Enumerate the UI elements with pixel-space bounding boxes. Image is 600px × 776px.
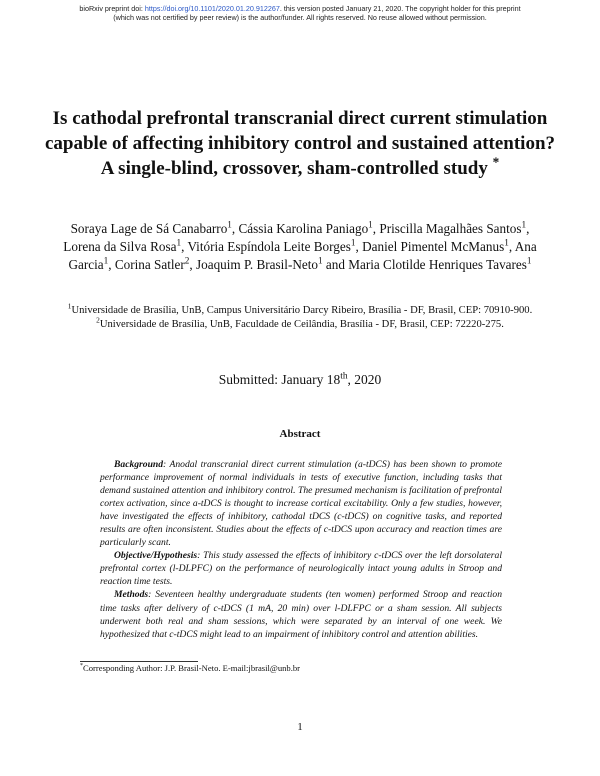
abstract-paragraph xyxy=(100,458,502,549)
affiliation-text: Universidade de Brasília, UnB, Faculdade de Ceilândia, Brasília - DF, Brasil, CEP: 72220-275. xyxy=(99,319,504,330)
abstract-section-label: Objective/Hypothesis xyxy=(114,550,198,562)
title-footnote-mark: * xyxy=(492,154,500,170)
author-affiliation-mark: 1 xyxy=(317,255,323,266)
doi-link[interactable]: https://doi.org/10.1101/2020.01.20.912267 xyxy=(144,4,280,13)
preprint-notice-line1: bioRxiv preprint doi: https://doi.org/10.1101/2020.01.20.912267. this version posted January 21, 2020. The copyright holder for this preprint xyxy=(79,4,521,13)
author xyxy=(187,239,355,254)
author xyxy=(362,239,509,254)
author-name: Cássia Karolina Paniago xyxy=(238,221,369,236)
abstract-section-label: Background xyxy=(114,459,164,470)
abstract-section-colon: : xyxy=(163,459,170,470)
author-list: Soraya Lage de Sá Canabarro$^1$, Cássia Karolina Paniago$^1$, Priscilla Magalhães Santos$^1$, Lorena da Silva Rosa$^1$, Vitória Espíndola Leite Borges$^1$, Daniel Pimentel McManus$^1$, Ana Garcia$^1$, Corina Satler$^2$, Joaquim P. Brasil-Neto$^1$ and Maria Clotilde Henriques Tavares$^1$ xyxy=(63,219,537,272)
author-name: Corina Satler xyxy=(114,257,185,272)
author-affiliation-mark: 1 xyxy=(227,219,232,230)
author-affiliation-mark: 1 xyxy=(368,219,373,230)
author xyxy=(348,257,531,272)
preprint-notice-line2: (which was not certified by peer review) is the author/funder. All rights reserved. No reuse allowed without permission. xyxy=(113,13,487,22)
author-name: Joaquim P. Brasil-Neto xyxy=(196,257,318,272)
author-affiliation-mark: 2 xyxy=(184,255,190,266)
affiliations xyxy=(56,301,544,332)
author-name: Ana Garcia xyxy=(68,239,537,272)
author xyxy=(196,257,323,272)
abstract-body xyxy=(100,458,502,641)
affiliation xyxy=(56,301,544,318)
author xyxy=(239,221,373,236)
author xyxy=(71,221,232,236)
abstract-section-text: Seventeen healthy undergraduate students (ten women) performed Stroop and reaction time tasks after delivery of c-tDCS (1 mA, 20 min) over l-DLFPC or a sham session. All subjects underwent both real and sham sessions, which were separated by an interval of one week. We hypothesized that c-tDCS might lead to an impairment of inhibitory control and attention abilities. xyxy=(100,589,503,640)
abstract-section-text: This study assessed the effects of inhibitory c-tDCS over the left dorsolateral prefrontal cortex (l-DLPFC) on the performance of neurologically intact young adults in Stroop and reaction time tests. xyxy=(100,550,502,588)
abstract-heading: Abstract xyxy=(279,428,321,440)
author-affiliation-mark: 1 xyxy=(176,237,182,248)
author-affiliation-mark: 1 xyxy=(521,219,527,230)
author-name: Soraya Lage de Sá Canabarro xyxy=(70,221,228,236)
author xyxy=(379,221,526,236)
author-name: Lorena da Silva Rosa xyxy=(63,239,177,254)
author xyxy=(115,257,190,272)
author-name: Daniel Pimentel McManus xyxy=(362,239,505,254)
author xyxy=(63,239,181,254)
abstract-section-label: Methods xyxy=(114,589,149,601)
preprint-notice xyxy=(0,4,600,22)
author-name: Vitória Espíndola Leite Borges xyxy=(187,239,351,254)
affiliation-number: 1 xyxy=(67,301,72,311)
abstract-section-text: Anodal transcranial direct current stimulation (a-tDCS) has been shown to promote performance improvement of normal individuals in tests of executive function, including tasks that demand sustained attention and inhibitory control. The presumed mechanism is facilitation of prefrontal cortex activation, since a-tDCS is thought to increase cortical excitability. Only a few studies, however, have investigated the effects of inhibitory, cathodal tDCS (c-tDCS) on cognitive tasks, and reported results are often inconsistent. Studies about the effects of c-tDCS upon accuracy and reaction times are particularly scant. xyxy=(100,459,503,549)
affiliation xyxy=(56,315,544,332)
page-number: 1 xyxy=(297,721,303,733)
author-name: Maria Clotilde Henriques Tavares xyxy=(348,257,527,272)
submission-date: Submitted: January 18th, 2020 xyxy=(218,371,382,387)
author-affiliation-mark: 1 xyxy=(103,255,109,266)
affiliation-text: Universidade de Brasília, UnB, Campus Universitário Darcy Ribeiro, Brasília - DF, Brasil, CEP: 70910-900. xyxy=(71,305,533,316)
paper-title: Is cathodal prefrontal transcranial direct current stimulation capable of affecting inhibitory control and sustained attention? A single-blind, crossover, sham-controlled study * xyxy=(44,108,556,179)
abstract-paragraph xyxy=(100,588,502,640)
abstract-paragraph xyxy=(100,549,502,588)
affiliation-number: 2 xyxy=(96,315,100,325)
footnote: *Corresponding Author: J.P. Brasil-Neto. E-mail:jbrasil@unb.br xyxy=(80,663,301,673)
abstract-section-colon: : xyxy=(197,550,204,562)
author-affiliation-mark: 1 xyxy=(526,255,532,266)
author-name: Priscilla Magalhães Santos xyxy=(379,221,522,236)
author-affiliation-mark: 1 xyxy=(350,237,356,248)
abstract-section-colon: : xyxy=(148,589,156,601)
author-affiliation-mark: 1 xyxy=(504,237,509,248)
footnote-rule xyxy=(80,661,198,662)
